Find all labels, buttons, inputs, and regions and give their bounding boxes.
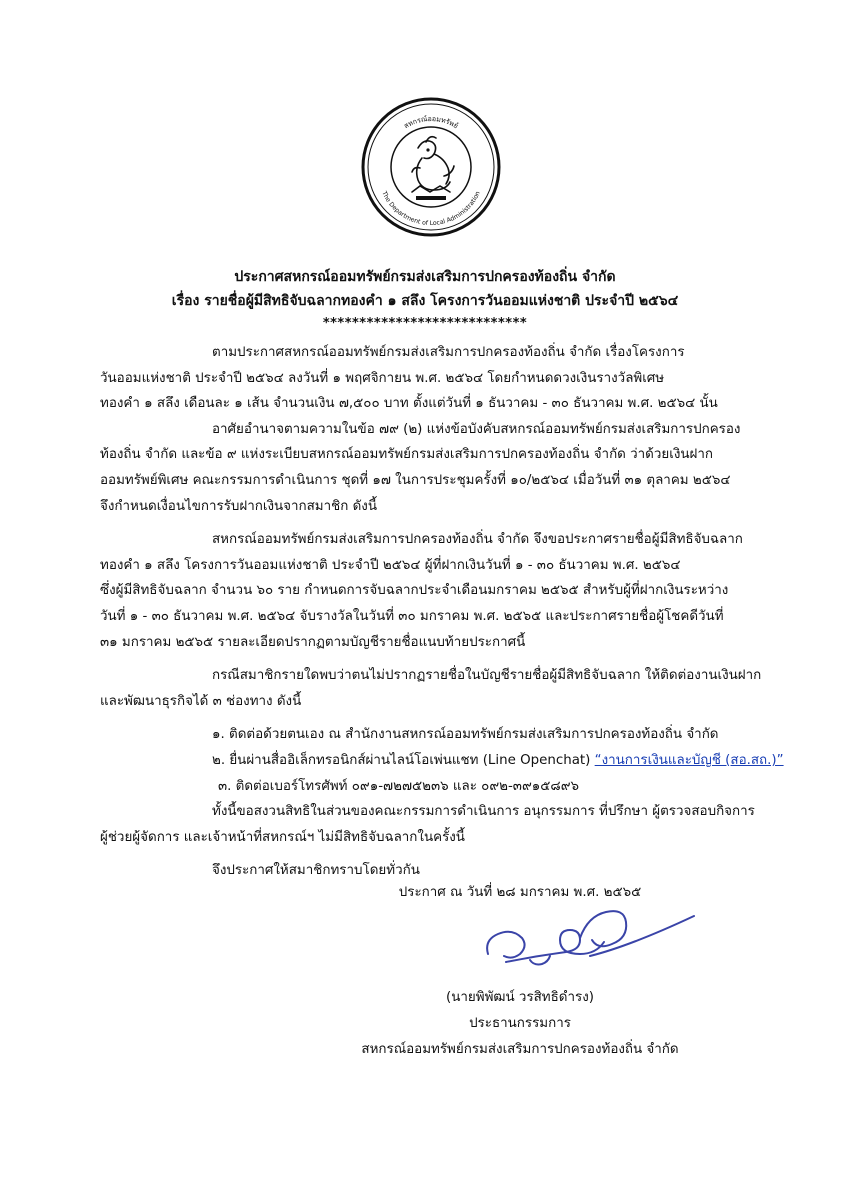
announcement-body (100, 340, 784, 884)
paragraph-line: ทั้งนี้ขอสงวนสิทธิในส่วนของคณะกรรมการดำเนินการ อนุกรรมการ ที่ปรึกษา ผู้ตรวจสอบกิจการ (212, 804, 755, 820)
contact-channel-1: ๑. ติดต่อด้วยตนเอง ณ สำนักงานสหกรณ์ออมทรัพย์กรมส่งเสริมการปกครองท้องถิ่น จำกัด (212, 727, 719, 743)
paragraph-line: กรณีสมาชิกรายใดพบว่าตนไม่ปรากฏรายชื่อในบัญชีรายชื่อผู้มีสิทธิจับฉลาก ให้ติดต่องานเงินฝาก (212, 668, 762, 684)
signer-position: ประธานกรรมการ (469, 1016, 571, 1031)
paragraph-line: อาศัยอำนาจตามความในข้อ ๗๙ (๒) แห่งข้อบังคับสหกรณ์ออมทรัพย์กรมส่งเสริมการปกครอง (212, 421, 741, 437)
paragraph-line: ตามประกาศสหกรณ์ออมทรัพย์กรมส่งเสริมการปกครองท้องถิ่น จำกัด เรื่องโครงการ (212, 345, 685, 360)
paragraph-line: ทองคำ ๑ สลึง เดือนละ ๑ เส้น จำนวนเงิน ๗,๕๐๐ บาท ตั้งแต่วันที่ ๑ ธันวาคม - ๓๐ ธันวาคม พ.ศ. ๒๕๖๔ นั้น (100, 396, 718, 412)
paragraph-line: ผู้ช่วยผู้จัดการ และเจ้าหน้าที่สหกรณ์ฯ ไม่มีสิทธิจับฉลากในครั้งนี้ (100, 829, 465, 845)
paragraph-line: ทองคำ ๑ สลึง โครงการวันออมแห่งชาติ ประจำปี ๒๕๖๔ ผู้ที่ฝากเงินวันที่ ๑ - ๓๐ ธันวาคม พ.ศ. ๒๕๖๔ (100, 557, 681, 573)
contact-channel-3: ๓. ติดต่อเบอร์โทรศัพท์ ๐๙๑-๗๒๗๕๒๓๖ และ ๐๙๒-๓๙๑๕๘๙๖ (218, 778, 580, 794)
paragraph-line: สหกรณ์ออมทรัพย์กรมส่งเสริมการปกครองท้องถิ่น จำกัด จึงขอประกาศรายชื่อผู้มีสิทธิจับฉลาก (212, 532, 743, 548)
separator-stars: **************************** (322, 316, 528, 331)
paragraph-line: วันออมแห่งชาติ ประจำปี ๒๕๖๔ ลงวันที่ ๑ พฤศจิกายน พ.ศ. ๒๕๖๔ โดยกำหนดดวงเงินรางวัลพิเศษ (100, 370, 665, 386)
contact-channel-2 (100, 748, 784, 774)
closing-statement: จึงประกาศให้สมาชิกทราบโดยทั่วกัน (212, 863, 420, 879)
svg-text:The Department of Local Admini: The Department of Local Administration (380, 190, 482, 228)
signer-organization: สหกรณ์ออมทรัพย์กรมส่งเสริมการปกครองท้องถิ่น จำกัด (361, 1042, 679, 1057)
announcement-subject: เรื่อง รายชื่อผู้มีสิทธิจับฉลากทองคำ ๑ สลึง โครงการวันออมแห่งชาติ ประจำปี ๒๕๖๔ (171, 293, 679, 309)
svg-text:สหกรณ์ออมทรัพย์: สหกรณ์ออมทรัพย์ (402, 114, 460, 131)
announcement-date: ประกาศ ณ วันที่ ๒๘ มกราคม พ.ศ. ๒๕๖๕ (398, 885, 642, 900)
paragraph-line: ซึ่งผู้มีสิทธิจับฉลาก จำนวน ๖๐ ราย กำหนดการจับฉลากประจำเดือนมกราคม ๒๕๖๕ สำหรับผู้ที่ฝากเงินระหว่าง (100, 583, 729, 599)
contact-channel-2-label: ๒. ยื่นผ่านสื่ออิเล็กทรอนิกส์ผ่านไลน์โอเพ่นแชท (Line Openchat) (212, 752, 595, 768)
paragraph-line: ๓๑ มกราคม ๒๕๖๕ รายละเอียดปรากฏตามบัญชีรายชื่อแนบท้ายประกาศนี้ (100, 634, 526, 650)
paragraph-line: วันที่ ๑ - ๓๐ ธันวาคม พ.ศ. ๒๕๖๔ จับรางวัลในวันที่ ๓๐ มกราคม พ.ศ. ๒๕๖๕ และประกาศรายชื่อผู้โชคดีวันที่ (100, 608, 724, 624)
cooperative-seal-logo (360, 96, 502, 238)
handwritten-signature (470, 900, 700, 980)
paragraph-line: ออมทรัพย์พิเศษ คณะกรรมการดำเนินการ ชุดที่ ๑๗ ในการประชุมครั้งที่ ๑๐/๒๕๖๔ เมื่อวันที่ ๓๑ ตุลาคม ๒๕๖๔ (100, 472, 731, 488)
paragraph-line: จึงกำหนดเงื่อนไขการรับฝากเงินจากสมาชิก ดังนี้ (100, 498, 377, 514)
signer-name: (นายพิพัฒน์ วรสิทธิดำรง) (446, 990, 594, 1005)
paragraph-line: และพัฒนาธุรกิจได้ ๓ ช่องทาง ดังนี้ (100, 693, 302, 709)
announcement-title: ประกาศสหกรณ์ออมทรัพย์กรมส่งเสริมการปกครองท้องถิ่น จำกัด (234, 269, 616, 285)
line-openchat-link[interactable]: “งานการเงินและบัญชี (สอ.สถ.)” (594, 752, 784, 768)
paragraph-line: ท้องถิ่น จำกัด และข้อ ๙ แห่งระเบียบสหกรณ์ออมทรัพย์กรมส่งเสริมการปกครองท้องถิ่น จำกัด ว่าด้วยเงินฝาก (100, 447, 713, 463)
